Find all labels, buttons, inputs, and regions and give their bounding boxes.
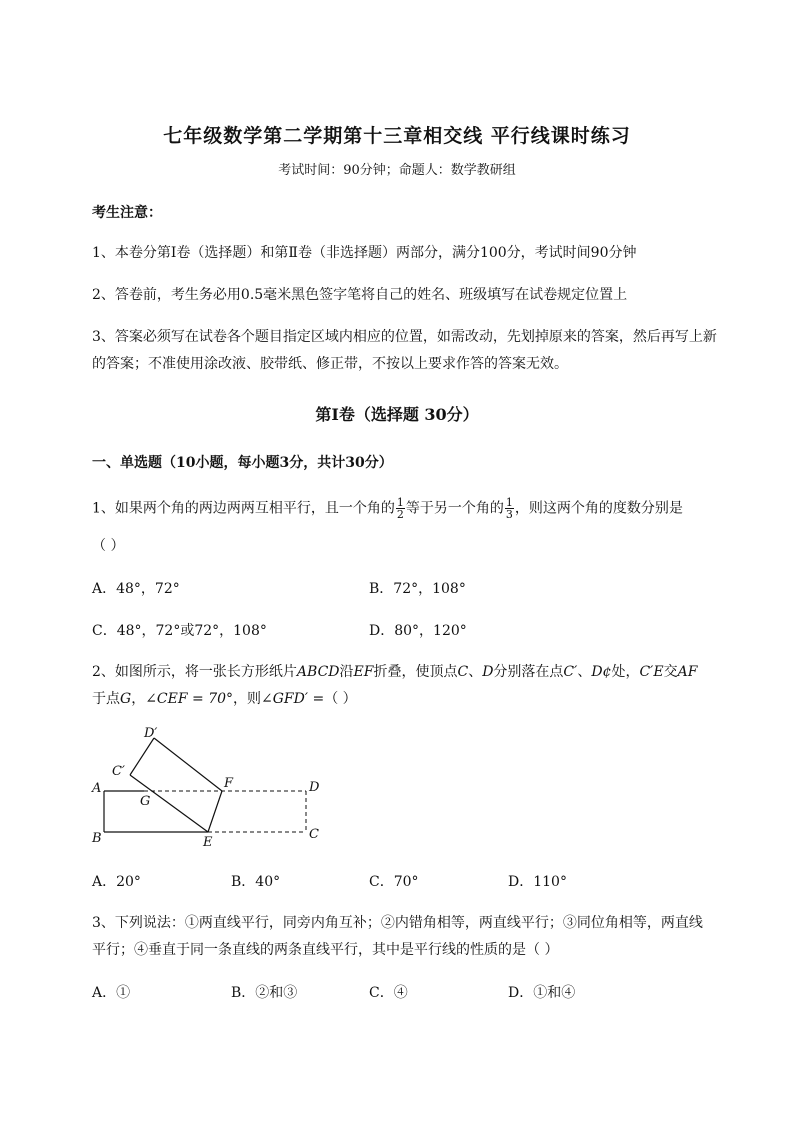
q2-math-abcd: ABCD: [296, 664, 340, 680]
q2-text: 沿: [339, 664, 354, 680]
q1-option-a[interactable]: A．48°，72°: [92, 581, 180, 597]
q2-text: 于点: [92, 691, 120, 707]
note-item-1: 1、本卷分第I卷（选择题）和第Ⅱ卷（非选择题）两部分，满分100分，考试时间90分钟: [92, 245, 637, 261]
q1-option-d[interactable]: D．80°，120°: [369, 623, 467, 639]
q1-text-a: 1、如果两个角的两边两两互相平行，且一个角的: [92, 500, 395, 517]
q2-math-c: C: [457, 664, 469, 680]
q3-option-a[interactable]: A．①: [92, 985, 131, 1001]
q2-text: 交: [663, 664, 678, 680]
q2-text: 、: [468, 664, 483, 680]
q3-option-c[interactable]: C．④: [369, 985, 408, 1001]
q2-math-c-prime: C′: [563, 664, 578, 680]
frac2-numerator: 1: [505, 496, 513, 509]
note-item-2: 2、答卷前，考生务必用0.5毫米黑色签字笔将自己的姓名、班级填写在试卷规定位置上: [92, 287, 628, 303]
frac1-denominator: 2: [396, 508, 404, 521]
q2-math-ef: EF: [353, 664, 374, 680]
q2-text: ，则: [233, 691, 262, 707]
q2-text: 、: [577, 664, 592, 680]
question-1-stem: [92, 497, 683, 520]
q2-text: 折叠，使顶点: [373, 664, 458, 680]
q2-option-a[interactable]: A．20°: [92, 874, 141, 890]
fraction-one-third: [505, 497, 514, 520]
q2-math-af: AF: [677, 664, 698, 680]
fraction-one-half: [396, 497, 405, 520]
q2-option-b[interactable]: B．40°: [231, 874, 281, 890]
q2-math-angle-gfd: ∠GFD′ =: [261, 691, 325, 707]
q1-option-b[interactable]: B．72°，108°: [369, 581, 466, 597]
note-item-3-cont: 的答案；不准使用涂改液、胶带纸、修正带，不按以上要求作答的答案无效。: [92, 356, 568, 372]
q1-answer-blank: （ ）: [92, 538, 125, 554]
question-3-stem-line1: 3、下列说法：①两直线平行，同旁内角互补；②内错角相等，两直线平行；③同位角相等，两直线: [92, 915, 703, 931]
label-a: A: [92, 781, 102, 796]
q3-option-d[interactable]: D．①和④: [508, 985, 576, 1001]
section-title: 第I卷（选择题 30分）: [315, 405, 479, 424]
question-2-stem-line1: [92, 661, 697, 681]
question-3-stem-line2: 平行；④垂直于同一条直线的两条直线平行，其中是平行线的性质的是（ ）: [92, 942, 559, 958]
q2-math-ce: C′E: [639, 664, 664, 680]
q2-math-g: G: [120, 691, 132, 707]
question-2-stem-line2: [92, 688, 357, 708]
q1-text-c: ，则这两个角的度数分别是: [514, 500, 683, 517]
q1-option-c[interactable]: C．48°，72°或72°，108°: [92, 623, 267, 639]
exam-info: 考试时间：90分钟；命题人：数学教研组: [278, 163, 516, 178]
q2-text: ，: [131, 691, 146, 707]
q2-text: 处，: [611, 664, 640, 680]
part-title: 一、单选题（10小题，每小题3分，共计30分）: [92, 455, 393, 471]
segment-c1d1: [130, 738, 154, 775]
q3-option-b[interactable]: B．②和③: [231, 985, 298, 1001]
q2-math-d: D: [482, 664, 494, 680]
frac2-denominator: 3: [505, 508, 513, 521]
q2-math-angle-cef: ∠CEF = 70°: [145, 691, 234, 707]
label-f: F: [224, 776, 234, 791]
label-e: E: [203, 835, 213, 850]
frac1-numerator: 1: [396, 496, 404, 509]
label-b: B: [92, 831, 102, 846]
q2-text: 分别落在点: [493, 664, 564, 680]
note-item-3: 3、答案必须写在试卷各个题目指定区域内相应的位置，如需改动，先划掉原来的答案，然后再写上新: [92, 329, 717, 345]
q2-text: 2、如图所示，将一张长方形纸片: [92, 664, 297, 680]
label-d: D: [309, 780, 320, 795]
q2-math-d-prime: D¢: [591, 664, 612, 680]
segment-fe: [208, 791, 222, 832]
label-d-prime: D′: [144, 726, 158, 741]
label-c-prime: C′: [112, 764, 125, 779]
notes-heading: 考生注意：: [92, 205, 162, 221]
label-c: C: [309, 827, 319, 842]
label-g: G: [140, 794, 151, 809]
page-title: 七年级数学第二学期第十三章相交线 平行线课时练习: [163, 125, 631, 147]
q2-answer-blank: （ ）: [324, 691, 357, 707]
folding-figure: [86, 722, 336, 854]
q2-option-c[interactable]: C．70°: [369, 874, 419, 890]
segment-d1f: [154, 738, 222, 791]
q2-option-d[interactable]: D．110°: [508, 874, 567, 890]
q1-text-b: 等于另一个角的: [405, 500, 504, 517]
